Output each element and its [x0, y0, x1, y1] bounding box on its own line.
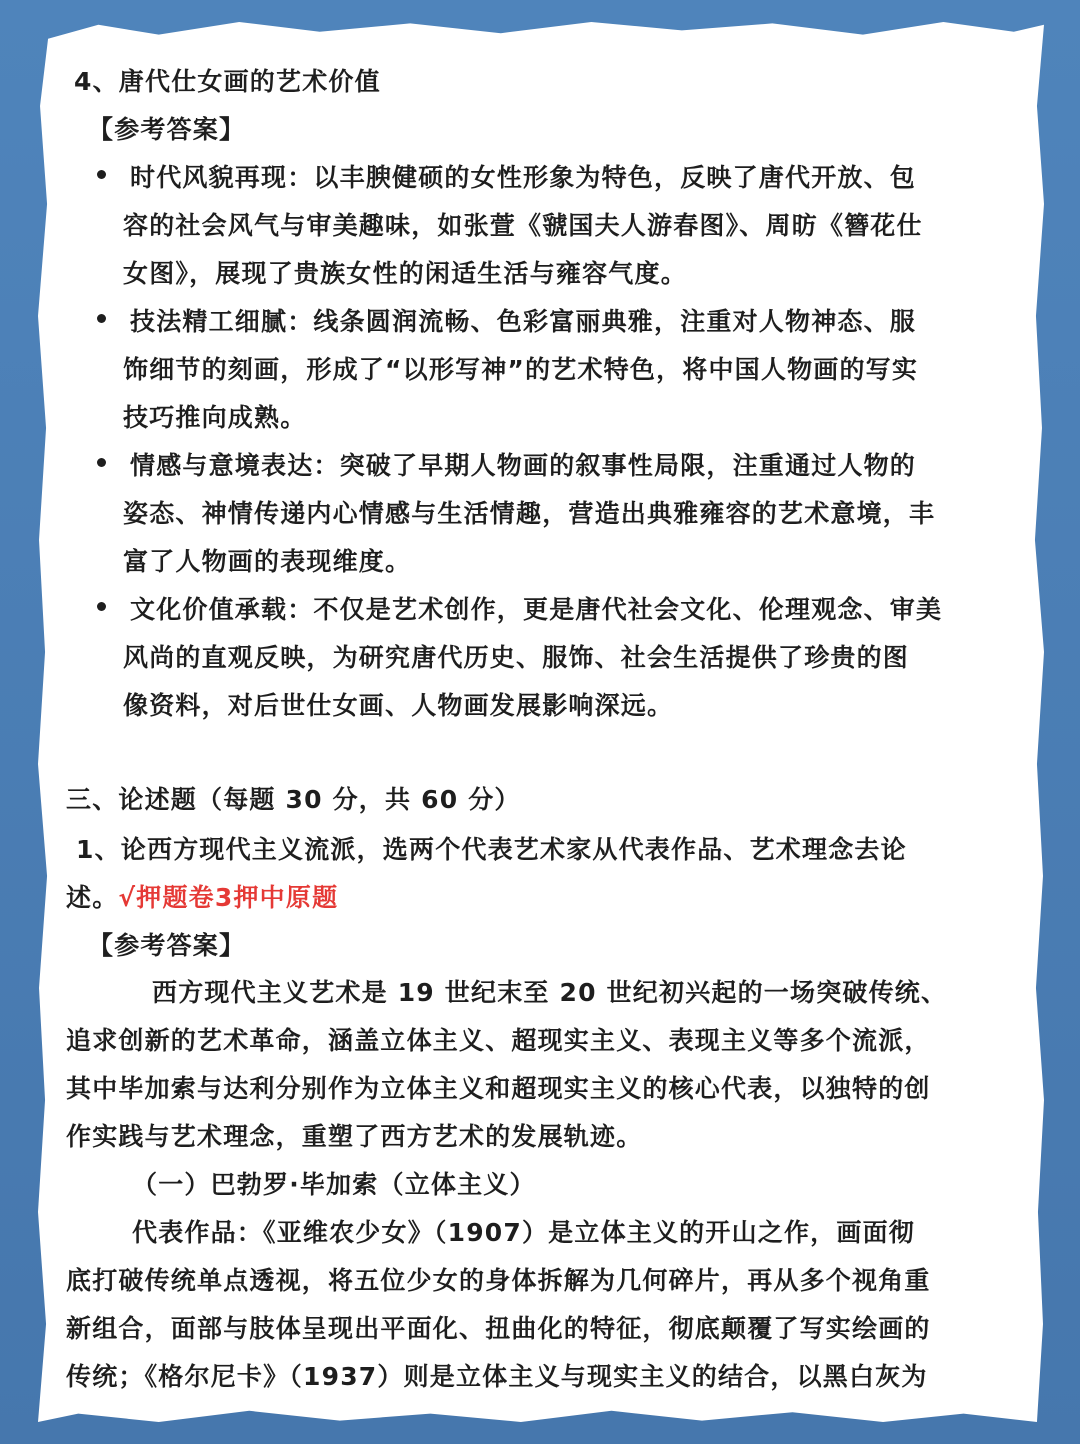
answer-label: 【参考答案】: [88, 115, 246, 144]
bullet-dot: [97, 314, 106, 323]
bullet-4-line-2: 风尚的直观反映，为研究唐代历史、服饰、社会生活提供了珍贵的图: [123, 643, 910, 672]
bullet-2-line-3: 技巧推向成熟。: [123, 403, 307, 432]
prediction-hit-note: √押题卷3押中原题: [118, 883, 339, 912]
bullet-4-line-1: 文化价值承载：不仅是艺术创作，更是唐代社会文化、伦理观念、审美: [130, 595, 943, 624]
bullet-dot: [97, 170, 106, 179]
question-1-line-1: 1、论西方现代主义流派，选两个代表艺术家从代表作品、艺术理念去论: [76, 835, 907, 864]
works-line-3: 新组合，面部与肢体呈现出平面化、扭曲化的特征，彻底颠覆了写实绘画的: [66, 1314, 931, 1343]
works-line-1: 代表作品：《亚维农少女》（1907）是立体主义的开山之作，画面彻: [132, 1218, 915, 1247]
works-line-4: 传统；《格尔尼卡》（1937）则是立体主义与现实主义的结合，以黑白灰为: [66, 1362, 928, 1391]
bullet-4-line-3: 像资料，对后世仕女画、人物画发展影响深远。: [123, 691, 674, 720]
bullet-dot: [97, 602, 106, 611]
question-1-line-2: [66, 878, 338, 914]
bullet-3-line-2: 姿态、神情传递内心情感与生活情趣，营造出典雅雍容的艺术意境，丰: [123, 499, 936, 528]
bullet-2-line-2: 饰细节的刻画，形成了“以形写神”的艺术特色，将中国人物画的写实: [123, 355, 919, 384]
intro-line-1: 西方现代主义艺术是 19 世纪末至 20 世纪初兴起的一场突破传统、: [152, 978, 948, 1007]
bullet-3-line-3: 富了人物画的表现维度。: [123, 547, 412, 576]
bullet-2-line-1: 技法精工细腻：线条圆润流畅、色彩富丽典雅，注重对人物神态、服: [130, 307, 917, 336]
bullet-1-line-1: 时代风貌再现：以丰腴健硕的女性形象为特色，反映了唐代开放、包: [130, 163, 917, 192]
question-4-title: 4、唐代仕女画的艺术价值: [74, 67, 381, 96]
answer-label: 【参考答案】: [88, 931, 246, 960]
bullet-3-line-1: 情感与意境表达：突破了早期人物画的叙事性局限，注重通过人物的: [130, 451, 917, 480]
bullet-1-line-3: 女图》，展现了贵族女性的闲适生活与雍容气度。: [123, 259, 687, 288]
works-line-2: 底打破传统单点透视，将五位少女的身体拆解为几何碎片，再从多个视角重: [66, 1266, 931, 1295]
intro-line-4: 作实践与艺术理念，重塑了西方艺术的发展轨迹。: [66, 1122, 643, 1151]
bullet-dot: [97, 458, 106, 467]
subheading-picasso: （一）巴勃罗·毕加索（立体主义）: [132, 1170, 536, 1199]
question-1-line-2-text: 述。: [66, 883, 119, 912]
section-heading: 三、论述题（每题 30 分，共 60 分）: [66, 785, 521, 814]
intro-line-2: 追求创新的艺术革命，涵盖立体主义、超现实主义、表现主义等多个流派，: [66, 1026, 931, 1055]
bullet-1-line-2: 容的社会风气与审美趣味，如张萱《虢国夫人游春图》、周昉《簪花仕: [123, 211, 923, 240]
intro-line-3: 其中毕加索与达利分别作为立体主义和超现实主义的核心代表，以独特的创: [66, 1074, 931, 1103]
